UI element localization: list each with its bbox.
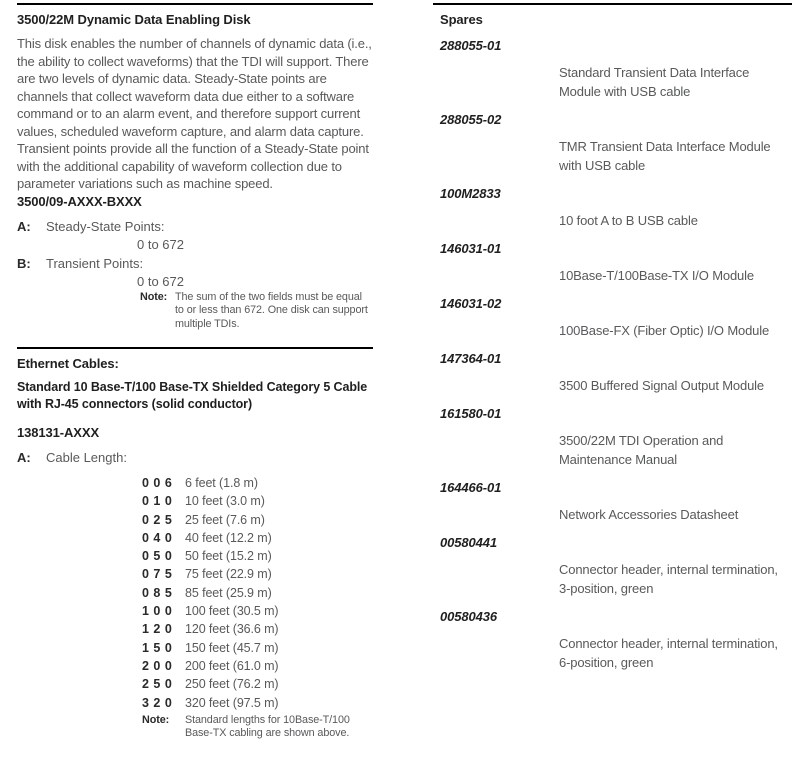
cable-length-code: 0 1 0 [142, 494, 173, 509]
option-row [17, 256, 373, 271]
cable-length-row [142, 639, 373, 657]
section-body-text: This disk enables the number of channels of dynamic data (i.e., the ability to collect waveforms) that the TDI will support. There are two levels of dynamic data. Steady-State points are channels that collect waveform data due either to a software command or to an alarm event, and therefore support current values, scheduled waveform capture, and alarm data capture. Transient points provide all the function of a Steady-State point with the additional capability of waveform collection due to parameter variations such as machine speed. [17, 36, 372, 191]
cable-length-row [142, 474, 373, 492]
cable-length-code: 1 5 0 [142, 640, 173, 655]
spare-part-number: 164466-01 [440, 480, 502, 495]
spare-description: 100Base-FX (Fiber Optic) I/O Module [559, 323, 770, 338]
cable-length-row [142, 547, 373, 565]
cable-length-desc: 50 feet (15.2 m) [185, 549, 272, 564]
cable-length-row [142, 657, 373, 675]
cable-length-row [142, 511, 373, 529]
spare-part-number: 288055-01 [440, 38, 502, 53]
option-value: 0 to 672 [137, 236, 184, 252]
cable-length-code: 1 0 0 [142, 604, 173, 619]
spare-item [433, 533, 792, 598]
cable-length-code: 0 5 0 [142, 549, 173, 564]
spare-part-number: 161580-01 [440, 406, 502, 421]
spare-item [433, 294, 792, 340]
option-row [17, 219, 373, 234]
spare-description: Connector header, internal termination, 3-position, green [559, 562, 778, 596]
note-label: Note: [140, 290, 168, 303]
cable-length-row [142, 529, 373, 547]
cable-length-desc: 85 feet (25.9 m) [185, 585, 272, 600]
cable-length-desc: 200 feet (61.0 m) [185, 658, 279, 673]
option-value: 0 to 672 [137, 273, 184, 289]
cable-subtitle: Standard 10 Base-T/100 Base-TX Shielded Category 5 Cable with RJ-45 connectors (solid conductor) [17, 380, 368, 411]
cable-length-desc: 75 feet (22.9 m) [185, 567, 272, 582]
option-key: A: [17, 218, 31, 234]
option-item [17, 256, 373, 289]
note-block [140, 291, 373, 332]
cable-length-code: 2 5 0 [142, 677, 173, 692]
model-number-3500-09: 3500/09-AXXX-BXXX [17, 193, 142, 209]
cable-length-desc: 150 feet (45.7 m) [185, 640, 279, 655]
cable-length-code: 3 2 0 [142, 695, 173, 710]
cable-length-desc: 25 feet (7.6 m) [185, 512, 265, 527]
cable-length-row [142, 602, 373, 620]
section-title-ethernet-cables: Ethernet Cables: [17, 356, 119, 371]
note-text: Standard lengths for 10Base-T/100 Base-TX cabling are shown above. [185, 713, 350, 740]
cable-length-desc: 320 feet (97.5 m) [185, 695, 279, 710]
spare-description: 10 foot A to B USB cable [559, 213, 698, 228]
section-divider [17, 3, 373, 5]
cable-length-option-row [17, 450, 373, 465]
cable-length-desc: 6 feet (1.8 m) [185, 476, 258, 490]
model-number-138131: 138131-AXXX [17, 425, 100, 440]
spare-description: 10Base-T/100Base-TX I/O Module [559, 268, 754, 283]
cable-length-row [142, 565, 373, 583]
cable-length-row [142, 492, 373, 510]
spare-item [433, 404, 792, 469]
spare-part-number: 00580436 [440, 609, 498, 624]
spare-item [433, 607, 792, 672]
option-label: Steady-State Points: [46, 218, 165, 234]
cable-note-block [142, 714, 373, 741]
cable-length-code: 2 0 0 [142, 658, 173, 673]
cable-length-code: 1 2 0 [142, 622, 173, 637]
note-label: Note: [142, 713, 170, 726]
cable-length-code: 0 0 6 [142, 476, 173, 490]
section-title-dynamic-data-disk: 3500/22M Dynamic Data Enabling Disk [17, 12, 251, 27]
cable-length-desc: 100 feet (30.5 m) [185, 604, 279, 619]
cable-length-desc: 250 feet (76.2 m) [185, 677, 279, 692]
left-column [17, 0, 373, 741]
spare-description: Network Accessories Datasheet [559, 507, 739, 522]
spare-part-number: 00580441 [440, 535, 498, 550]
spares-list [433, 36, 792, 672]
option-label: Transient Points: [46, 255, 144, 271]
cable-length-code: 0 7 5 [142, 567, 173, 582]
cable-length-code: 0 2 5 [142, 512, 173, 527]
section-divider [433, 3, 792, 5]
cable-length-row [142, 620, 373, 638]
option-key: B: [17, 255, 31, 271]
right-column [433, 0, 792, 681]
spare-item [433, 239, 792, 285]
section-title-spares: Spares [440, 12, 483, 27]
spare-item [433, 184, 792, 230]
spare-part-number: 146031-01 [440, 241, 502, 256]
option-list [17, 219, 373, 289]
spare-description: 3500/22M TDI Operation and Maintenance Manual [559, 433, 724, 467]
cable-length-desc: 10 feet (3.0 m) [185, 494, 265, 509]
spare-item [433, 110, 792, 175]
cable-length-desc: 120 feet (36.6 m) [185, 622, 279, 637]
cable-length-row [142, 675, 373, 693]
cable-length-code: 0 4 0 [142, 530, 173, 545]
cable-length-desc: 40 feet (12.2 m) [185, 530, 272, 545]
spare-description: Connector header, internal termination, 6-position, green [559, 636, 778, 670]
option-key: A: [17, 450, 31, 465]
section-divider [17, 347, 373, 349]
cable-length-code: 0 8 5 [142, 585, 173, 600]
spare-description: Standard Transient Data Interface Module with USB cable [559, 65, 750, 99]
spare-part-number: 100M2833 [440, 186, 501, 201]
spare-part-number: 288055-02 [440, 112, 502, 127]
cable-length-row [142, 584, 373, 602]
spare-item [433, 36, 792, 101]
spare-description: TMR Transient Data Interface Module with USB cable [559, 139, 771, 173]
spare-description: 3500 Buffered Signal Output Module [559, 378, 764, 393]
spare-item [433, 349, 792, 395]
note-text: The sum of the two fields must be equal to or less than 672. One disk can support multiple TDIs. [175, 290, 368, 330]
spare-part-number: 147364-01 [440, 351, 502, 366]
spare-item [433, 478, 792, 524]
spare-part-number: 146031-02 [440, 296, 502, 311]
cable-length-row [142, 694, 373, 712]
cable-length-list [17, 474, 373, 712]
option-label: Cable Length: [46, 450, 127, 465]
option-item [17, 219, 373, 252]
